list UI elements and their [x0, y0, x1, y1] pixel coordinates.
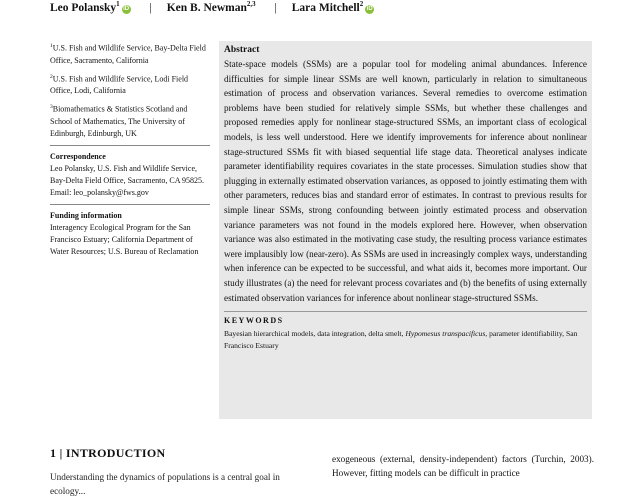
affiliation-3: $^3$Biomathematics & Statistics Scotland and School of Mathematics, The University of Edinburgh, Edinburgh, UK: [50, 104, 188, 138]
keywords-list: Bayesian hierarchical models, data integration, delta smelt, Hypomesus transpacificus, parameter identifiability, San Francisco Estuary: [224, 329, 578, 351]
divider: [224, 311, 587, 312]
author-2[interactable]: Ken B. Newman$^{2,3}$: [166, 0, 256, 14]
author-3[interactable]: Lara Mitchell$^2$iD: [291, 0, 373, 14]
author-separator: |: [149, 1, 152, 14]
author-1[interactable]: Leo Polansky$^1$iD: [50, 0, 130, 14]
abstract-heading: Abstract: [224, 45, 260, 55]
sidebar-metadata: [50, 40, 210, 258]
correspondence-heading: Correspondence: [50, 151, 106, 161]
correspondence-text: Leo Polansky, U.S. Fish and Wildlife Service, Bay-Delta Field Office, Sacramento, CA 95825.: [50, 163, 205, 185]
funding-heading: Funding information: [50, 210, 122, 220]
author-line: [50, 0, 610, 14]
section-heading-introduction: 1 | INTRODUCTION: [50, 446, 166, 460]
abstract-body: State-space models (SSMs) are a popular tool for modeling animal abundances. Inference difficulties for simple linear SSMs are well known, particularly in relation to simultaneous estimation of process and observation variances. Several remedies to overcome estimation problems have been studied for relatively simple SSMs, but whether these challenges and proposed remedies apply for nonlinear stage-structured SSMs, an important class of ecological models, is less well understood. Here we identify improvements for inference about nonlinear stage-structured SSMs fit with biased sequential life stage data. Theoretical analyses indicate parameter identifiability requires covariates in the state processes. Simulation studies show that plugging in externally estimated observation variances, as opposed to jointly estimating them with other parameters, reduces bias and standard error of estimates. In contrast to previous results for simple linear SSMs, strong confounding between jointly estimated process and observation variance parameters was not found in the models explored here. However, when observation variance was also estimated in the motivating case study, the resulting process variance estimates were implausibly low (near-zero). As SSMs are used in increasingly complex ways, understanding when inference can be expected to be successful, and what aids it, becomes more important. Our study illustrates (a) the need for relevant process covariates and (b) the benefits of using externally estimated observation variances for inference about nonlinear stage-structured SSMs.: [224, 59, 587, 303]
author-separator: |: [274, 1, 277, 14]
intro-paragraph-left: Understanding the dynamics of populations is a central goal in ecology...: [50, 472, 280, 496]
orcid-icon[interactable]: iD: [123, 5, 130, 12]
keywords-heading: KEYWORDS: [224, 316, 284, 326]
affiliation-2: $^2$U.S. Fish and Wildlife Service, Lodi Field Office, Lodi, California: [50, 73, 189, 96]
divider: [50, 145, 210, 146]
funding-text: Interagency Ecological Program for the San Francisco Estuary; California Department of Water Resources; U.S. Bureau of Reclamation: [50, 222, 199, 256]
orcid-icon[interactable]: iD: [366, 5, 373, 12]
abstract-box: [219, 41, 592, 419]
correspondence-email[interactable]: Email: leo_polansky@fws.gov: [50, 187, 149, 197]
affiliation-1: $^1$U.S. Fish and Wildlife Service, Bay-Delta Field Office, Sacramento, California: [50, 43, 206, 65]
divider: [50, 204, 210, 205]
intro-paragraph-right: exogeneous (external, density-independent) factors (Turchin, 2003). However, fitting models can be difficult in practice: [332, 454, 594, 479]
